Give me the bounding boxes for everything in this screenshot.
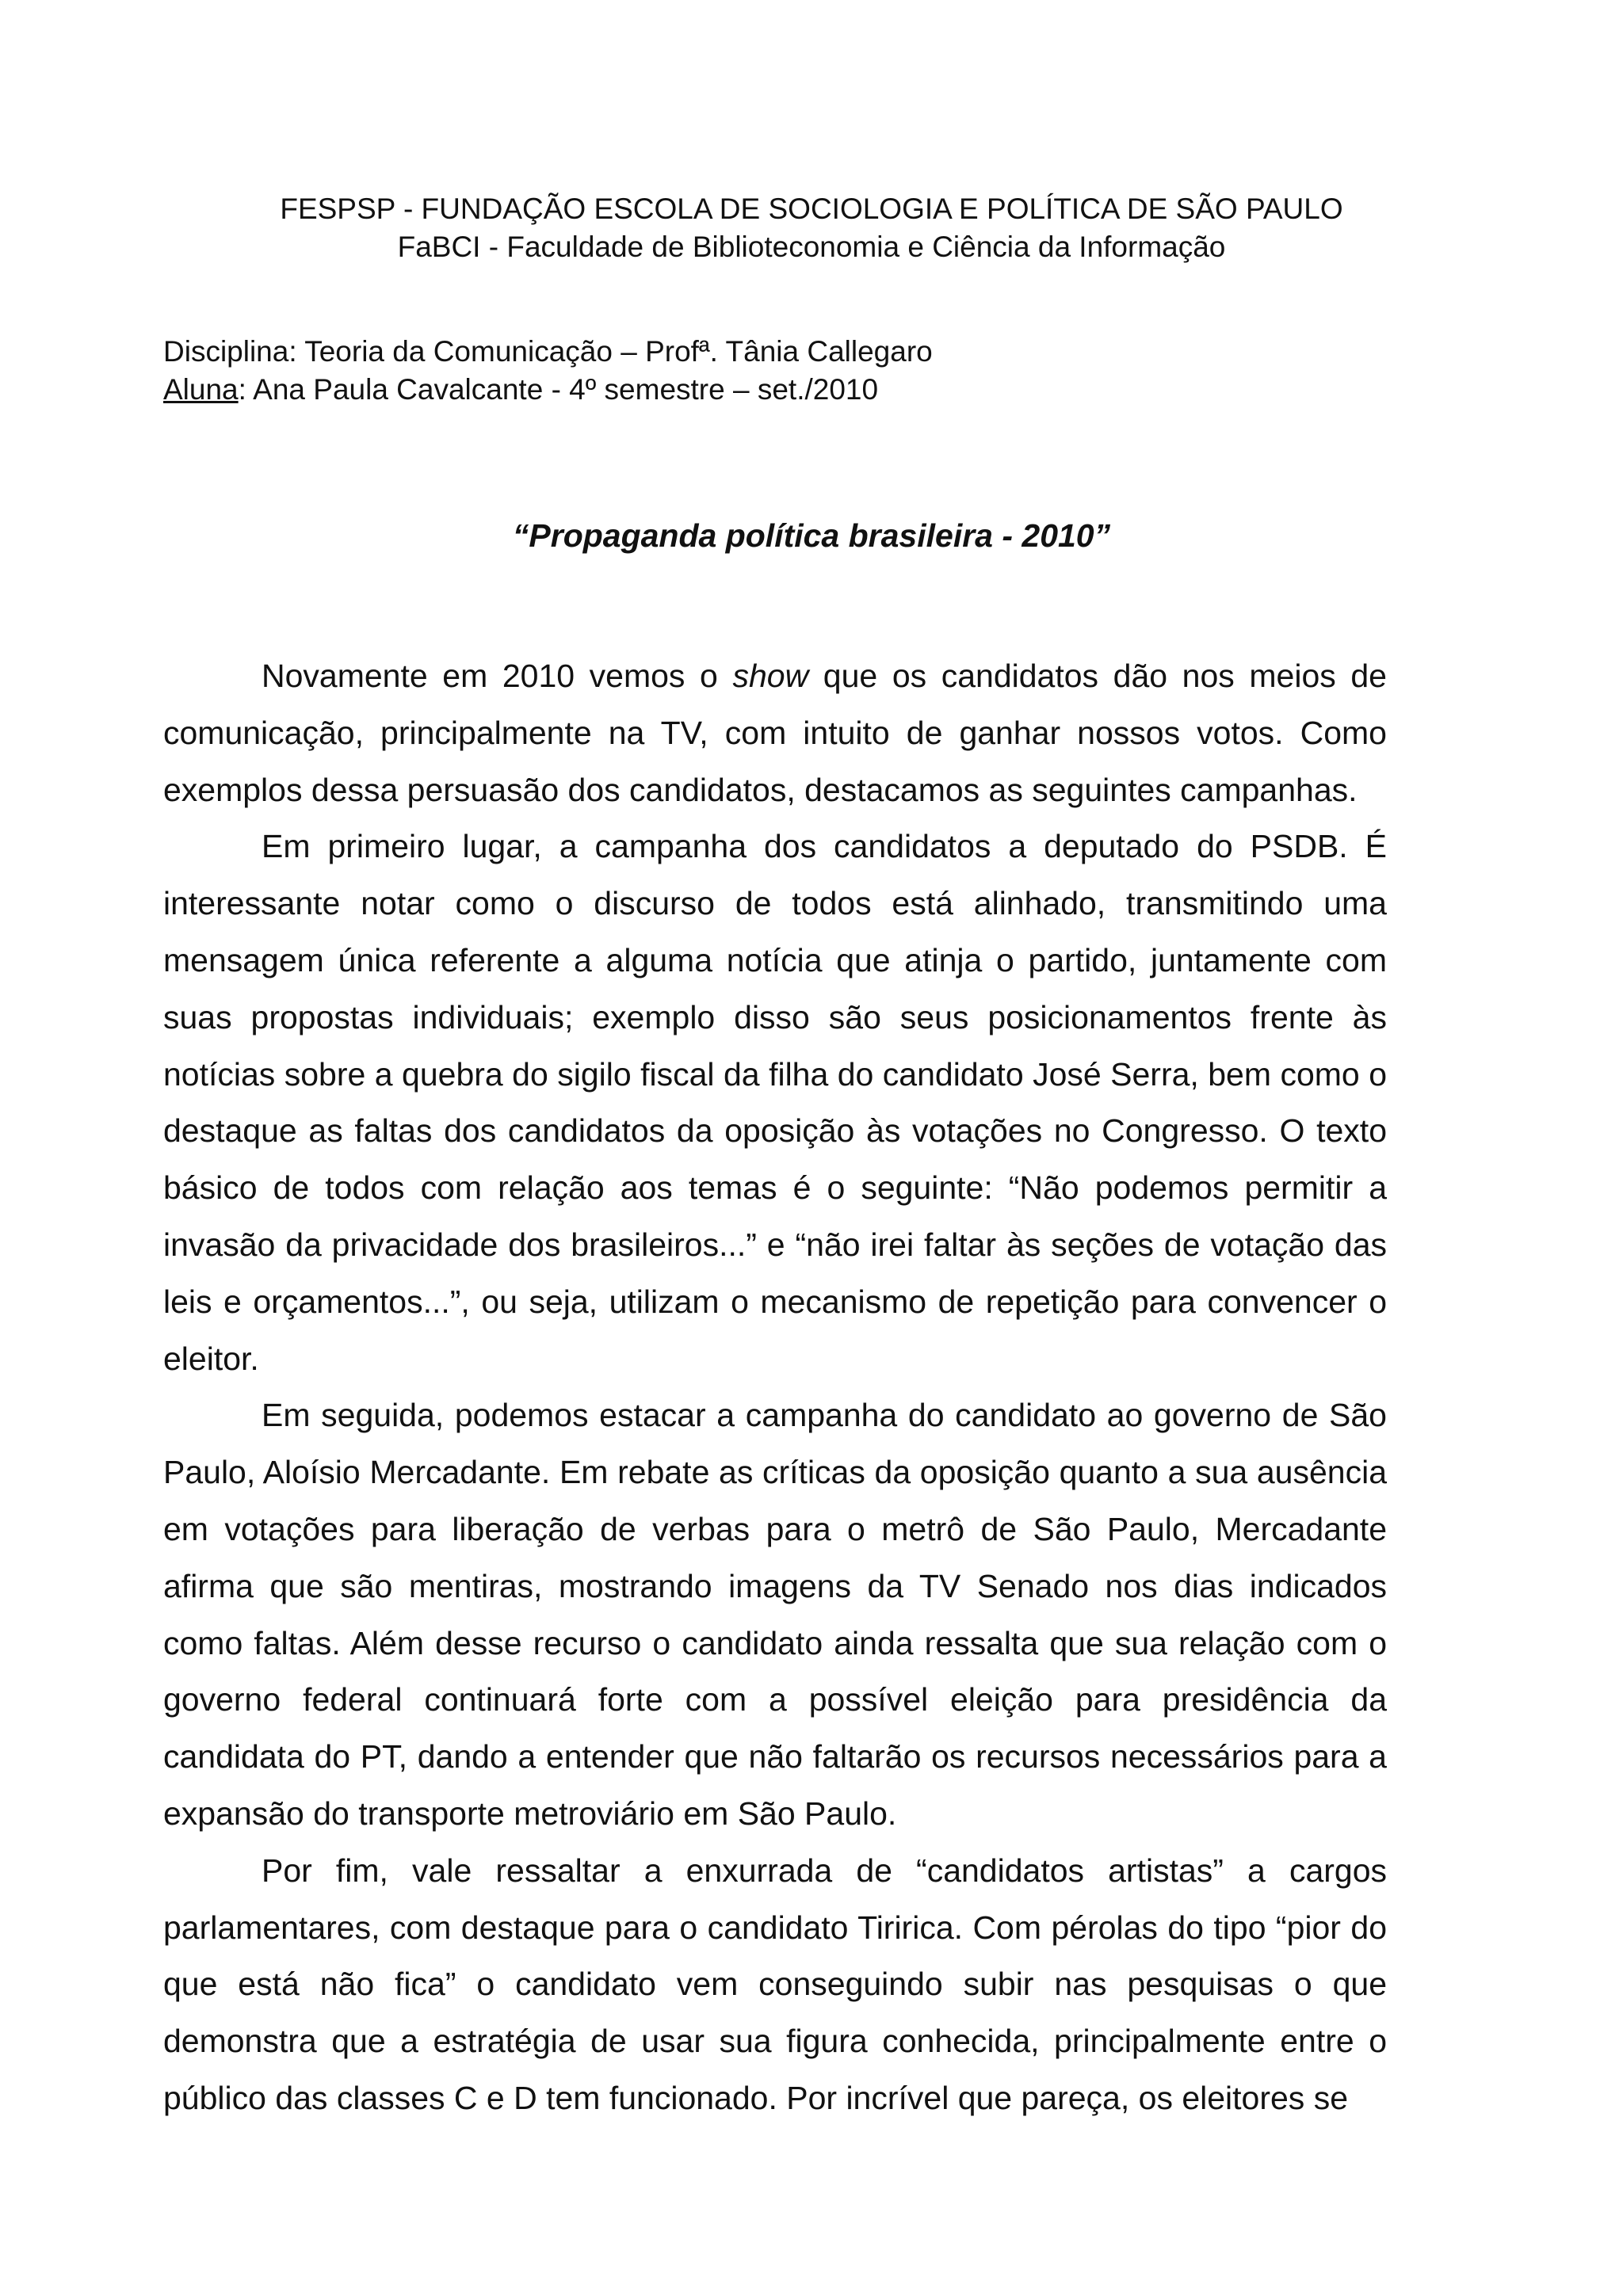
faculty-name: FaBCI - Faculdade de Biblioteconomia e Ciência da Informação [397, 231, 1226, 263]
student-line [163, 371, 933, 409]
document-body [163, 648, 1387, 2127]
paragraph-1 [163, 648, 1387, 818]
paragraph-3: Em seguida, podemos estacar a campanha do candidato ao governo de São Paulo, Aloísio Mercadante. Em rebate as críticas da oposição quanto a sua ausência em votações para liberação de verbas para o metrô de São Paulo, Mercadante afirma que são mentiras, mostrando imagens da TV Senado nos dias indicados como faltas. Além desse recurso o candidato ainda ressalta que sua relação com o governo federal continuará forte com a possível eleição para presidência da candidata do PT, dando a entender que não faltarão os recursos necessários para a expansão do transporte metroviário em São Paulo. [163, 1397, 1387, 1832]
document-title: “Propaganda política brasileira - 2010” [512, 517, 1111, 554]
paragraph-2: Em primeiro lugar, a campanha dos candidatos a deputado do PSDB. É interessante notar como o discurso de todos está alinhado, transmitindo uma mensagem única referente a alguma notícia que atinja o partido, juntamente com suas propostas individuais; exemplo disso são seus posicionamentos frente às notícias sobre a quebra do sigilo fiscal da filha do candidato José Serra, bem como o destaque as faltas dos candidatos da oposição às votações no Congresso. O texto básico de todos com relação aos temas é o seguinte: “Não podemos permitir a invasão da privacidade dos brasileiros...” e “não irei faltar às seções de votação das leis e orçamentos...”, ou seja, utilizam o mecanismo de repetição para convencer o eleitor. [163, 828, 1387, 1377]
institution-header [0, 190, 1623, 266]
paragraph-1-start: Novamente em 2010 vemos o [262, 658, 733, 694]
institution-name: FESPSP - FUNDAÇÃO ESCOLA DE SOCIOLOGIA E POLÍTICA DE SÃO PAULO [280, 193, 1343, 225]
paragraph-1-end: que os candidatos dão nos meios de comunicação, principalmente na TV, com intuito de ganhar nossos votos. Como exemplos dessa persuasão dos candidatos, destacamos as seguintes campanhas. [163, 658, 1387, 808]
student-value: : Ana Paula Cavalcante - 4º semestre – set./2010 [238, 373, 879, 406]
student-label: Aluna [163, 373, 239, 406]
document-meta [163, 333, 933, 409]
paragraph-4: Por fim, vale ressaltar a enxurrada de “candidatos artistas” a cargos parlamentares, com destaque para o candidato Tiririca. Com pérolas do tipo “pior do que está não fica” o candidato vem conseguindo subir nas pesquisas o que demonstra que a estratégia de usar sua figura conhecida, principalmente entre o público das classes C e D tem funcionado. Por incrível que pareça, os eleitores se [163, 1852, 1387, 2116]
discipline-line: Disciplina: Teoria da Comunicação – Profª. Tânia Callegaro [163, 335, 933, 368]
paragraph-1-emphasis: show [732, 658, 809, 694]
